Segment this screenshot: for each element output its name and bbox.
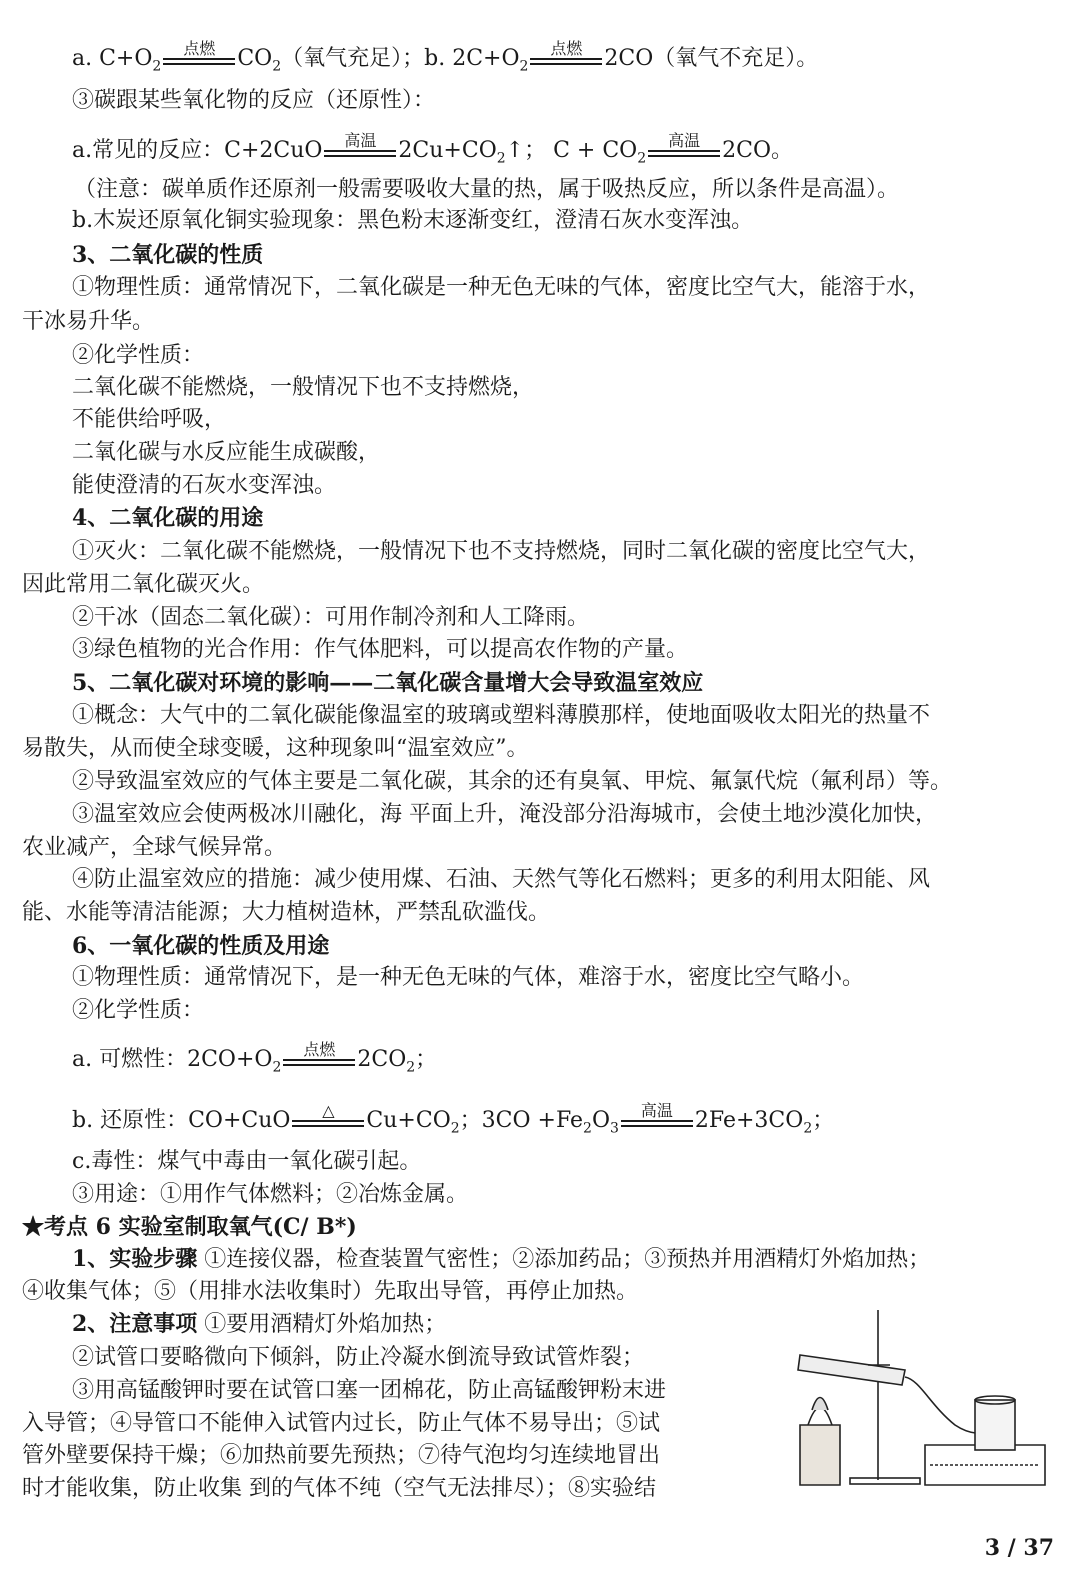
- text-line: ③用途：①用作气体燃料；②冶炼金属。: [72, 1182, 469, 1207]
- equation-co-combustion: a. 可燃性：$2CO+O_2$ 点燃 $2CO_2$；: [72, 1040, 438, 1076]
- text-line: （注意：碳单质作还原剂一般需要吸收大量的热，属于吸热反应，所以条件是高温）。: [74, 177, 900, 202]
- condition-arrow: 点燃: [163, 44, 235, 74]
- text-line: 管外壁要保持干燥；⑥加热前要先预热；⑦待气泡均匀连续地冒出: [22, 1443, 661, 1468]
- text-line: 农业减产，全球气候异常。: [22, 835, 287, 860]
- text-line: ③温室效应会使两极冰川融化，海 平面上升，淹没部分沿海城市，会使土地沙漠化加快，: [72, 802, 937, 827]
- equation-reduction: a.常见的反应：C+2CuO 高温 $2Cu+CO_2↑$； $C + CO_2$ 高温 2CO。: [72, 131, 794, 167]
- text-line: ①灭火：二氧化碳不能燃烧，一般情况下也不支持燃烧，同时二氧化碳的密度比空气大，: [72, 539, 931, 564]
- text-line: b.木炭还原氧化铜实验现象：黑色粉末逐渐变红，澄清石灰水变浑浊。: [72, 208, 754, 233]
- condition-arrow: 点燃: [530, 44, 602, 74]
- section-heading: 3、二氧化碳的性质: [72, 242, 264, 268]
- text-line: ③用高锰酸钾时要在试管口塞一团棉花，防止高锰酸钾粉末进: [72, 1378, 667, 1403]
- text-line: ②导致温室效应的气体主要是二氧化碳，其余的还有臭氧、甲烷、氟氯代烷（氟利昂）等。: [72, 769, 953, 794]
- text-line: ①概念：大气中的二氧化碳能像温室的玻璃或塑料薄膜那样，使地面吸收太阳光的热量不: [72, 703, 931, 728]
- text-line: 因此常用二氧化碳灭火。: [22, 572, 265, 597]
- text-line: 入导管；④导管口不能伸入试管内过长，防止气体不易导出；⑤试: [22, 1411, 661, 1436]
- equation-carbon-combustion: a. $C+O_2$ 点燃 $CO_2$（氧气充足）；b. $2C+O_2$ 点燃 2CO（氧气不充足）。: [72, 39, 819, 75]
- text-line: c.毒性：煤气中毒由一氧化碳引起。: [72, 1149, 422, 1174]
- section-heading: 5、二氧化碳对环境的影响——二氧化碳含量增大会导致温室效应: [72, 670, 704, 696]
- exam-point-heading: ★考点 6 实验室制取氧气(C/ B*): [22, 1214, 357, 1240]
- text-line: 干冰易升华。: [22, 309, 155, 334]
- text-line: ④防止温室效应的措施：减少使用煤、石油、天然气等化石燃料；更多的利用太阳能、风: [72, 867, 931, 892]
- text-line: ③绿色植物的光合作用：作气体肥料，可以提高农作物的产量。: [72, 637, 689, 662]
- step-line: 2、注意事项 ①要用酒精灯外焰加热；: [72, 1311, 447, 1337]
- step-line: 1、实验步骤 ①连接仪器，检查装置气密性；②添加药品；③预热并用酒精灯外焰加热；: [72, 1246, 931, 1272]
- text-line: 能、水能等清洁能源；大力植树造林，严禁乱砍滥伐。: [22, 900, 551, 925]
- text-line: 时才能收集，防止收集 到的气体不纯（空气无法排尽）；⑧实验结: [22, 1476, 656, 1501]
- text-line: ④收集气体；⑤（用排水法收集时）先取出导管，再停止加热。: [22, 1279, 639, 1304]
- section-heading: 4、二氧化碳的用途: [72, 505, 264, 531]
- condition-arrow: 点燃: [283, 1045, 355, 1075]
- text-line: ②试管口要略微向下倾斜，防止冷凝水倒流导致试管炸裂；: [72, 1345, 645, 1370]
- condition-arrow: 高温: [324, 136, 396, 166]
- oxygen-apparatus-illustration: [780, 1305, 1050, 1490]
- text-line: 不能供给呼吸，: [72, 407, 227, 432]
- text-line: 二氧化碳不能燃烧，一般情况下也不支持燃烧，: [72, 375, 535, 400]
- text-line: 能使澄清的石灰水变浑浊。: [72, 473, 337, 498]
- text-line: 易散失，从而使全球变暖，这种现象叫“温室效应”。: [22, 736, 529, 761]
- text-line: ②化学性质：: [72, 998, 205, 1023]
- condition-arrow: 高温: [621, 1106, 693, 1136]
- section-heading: 6、一氧化碳的性质及用途: [72, 933, 330, 959]
- condition-arrow: 高温: [648, 136, 720, 166]
- condition-arrow: △: [292, 1106, 364, 1136]
- text-line: ③碳跟某些氧化物的反应（还原性）：: [72, 88, 436, 113]
- text-line: 二氧化碳与水反应能生成碳酸，: [72, 440, 381, 465]
- text-line: ②化学性质：: [72, 343, 205, 368]
- text-line: ②干冰（固态二氧化碳）：可用作制冷剂和人工降雨。: [72, 605, 590, 630]
- page-number: 3 / 37: [984, 1535, 1054, 1561]
- equation-co-reduction: b. 还原性：CO+CuO △ $Cu+CO_2$；$3CO +Fe_2O_3$ 高温 $2Fe+3CO_2$；: [72, 1101, 835, 1137]
- text-line: ①物理性质：通常情况下，是一种无色无味的气体，难溶于水，密度比空气略小。: [72, 965, 865, 990]
- text-line: ①物理性质：通常情况下，二氧化碳是一种无色无味的气体，密度比空气大，能溶于水，: [72, 275, 931, 300]
